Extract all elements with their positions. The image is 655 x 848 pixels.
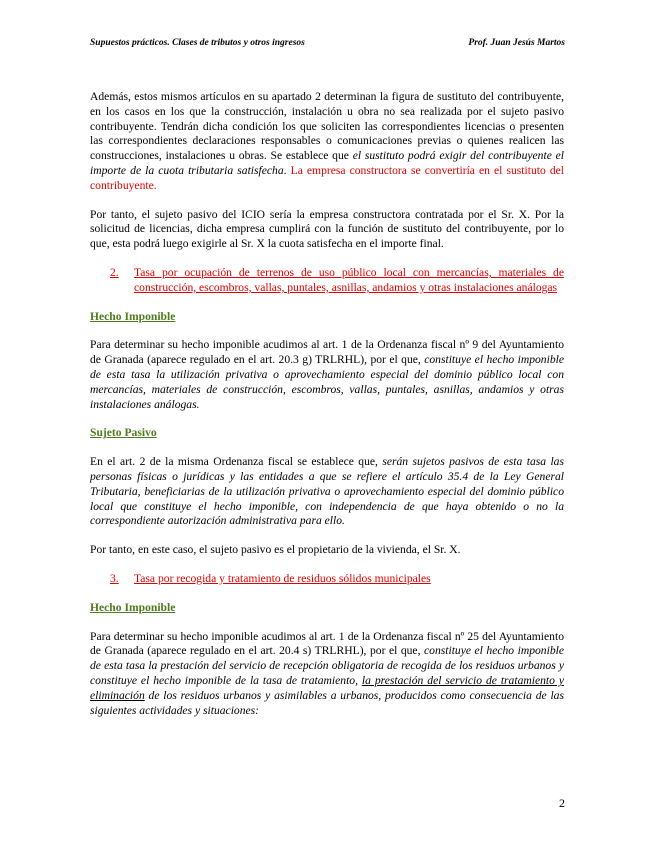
page-header xyxy=(90,38,565,48)
heading-hecho-imponible-residuos: Hecho Imponible xyxy=(90,600,176,614)
heading-sujeto-pasivo: Sujeto Pasivo xyxy=(90,426,157,440)
paragraph-sujeto-pasivo-icio: Por tanto, el sujeto pasivo del ICIO sería la empresa constructora contratada por el Sr. X. Por la solicitud de licencias, dicha empresa cumplirá con la función de sustituto del contribuyente, por lo que, esta podrá luego exigirle al Sr. X la cuota satisfecha en el importe final. xyxy=(90,207,564,251)
section-number: 2. xyxy=(110,265,119,279)
paragraph-hecho-imponible-ocupacion: Para determinar su hecho imponible acudimos al art. 1 de la Ordenanza fiscal nº 9 del Ayuntamiento de Granada (aparece regulado en el art. 20.3 g) TRLRHL), por el que, constituye el hecho imponible de esta tasa la utilización privativa o aprovechamiento especial del dominio público local con mercancías, materiales de construcción, escombros, vallas, puntales, asnillas, andamios y otras instalaciones análogas. xyxy=(90,338,564,411)
header-author: Prof. Juan Jesús Martos xyxy=(468,38,565,48)
section-title: Tasa por recogida y tratamiento de residuos sólidos municipales xyxy=(134,571,431,585)
paragraph-sujeto-pasivo-ocupacion: En el art. 2 de la misma Ordenanza fiscal se establece que, serán sujetos pasivos de esta tasa las personas físicas o jurídicas y las entidades a que se refiere el artículo 35.4 de la Ley General Tributaria, beneficiarias de la utilización privativa o aprovechamiento especial del dominio público local que constituye el hecho imponible, con independencia de que haya obtenido o no la correspondiente autorización administrativa para ello. xyxy=(90,455,564,528)
highlight-conclusion: La empresa constructora se convertiría en el sustituto del contribuyente. xyxy=(90,163,565,192)
section-number: 3. xyxy=(110,571,119,585)
header-course-title: Supuestos prácticos. Clases de tributos y otros ingresos xyxy=(90,38,305,48)
paragraph-sustituto: Además, estos mismos artículos en su apartado 2 determinan la figura de sustituto del contribuyente, en los casos en los que la construcción, instalación u obra no sea realizada por el sujeto pasivo contribuyente. Tendrán dicha condición los que soliciten las correspondientes licencias o presenten las correspondientes declaraciones responsables o comunicaciones previas o quienes realicen las construcciones, instalaciones u obras. Se establece que el sustituto podrá exigir del contribuyente el importe de la cuota tributaria satisfecha. La empresa constructora se convertiría en el sustituto del contribuyente. xyxy=(90,90,565,192)
page-content xyxy=(90,90,564,718)
paragraph-hecho-imponible-residuos: Para determinar su hecho imponible acudimos al art. 1 de la Ordenanza fiscal nº 25 del Ayuntamiento de Granada (aparece regulado en el art. 20.4 s) TRLRHL), por el que, constituye el hecho imponible de esta tasa la prestación del servicio de recepción obligatoria de recogida de los residuos urbanos y constituye el hecho imponible de la tasa de tratamiento, la prestación del servicio de tratamiento y eliminación de los residuos urbanos y asimilables a urbanos, producidos como consecuencia de las siguientes actividades y situaciones: xyxy=(90,629,564,717)
paragraph-conclusion-sujeto: Por tanto, en este caso, el sujeto pasivo es el propietario de la vivienda, el Sr. X. xyxy=(90,543,461,557)
section-item-3 xyxy=(110,572,564,587)
page-number: 2 xyxy=(559,796,565,810)
heading-hecho-imponible: Hecho Imponible xyxy=(90,309,176,323)
underlined-phrase: la prestación del servicio de tratamiento y eliminación xyxy=(90,673,564,702)
section-item-2 xyxy=(110,266,564,296)
section-title: Tasa por ocupación de terrenos de uso público local con mercancías, materiales de construcción, escombros, vallas, puntales, asnillas, andamios y otras instalaciones análogas xyxy=(134,265,564,294)
